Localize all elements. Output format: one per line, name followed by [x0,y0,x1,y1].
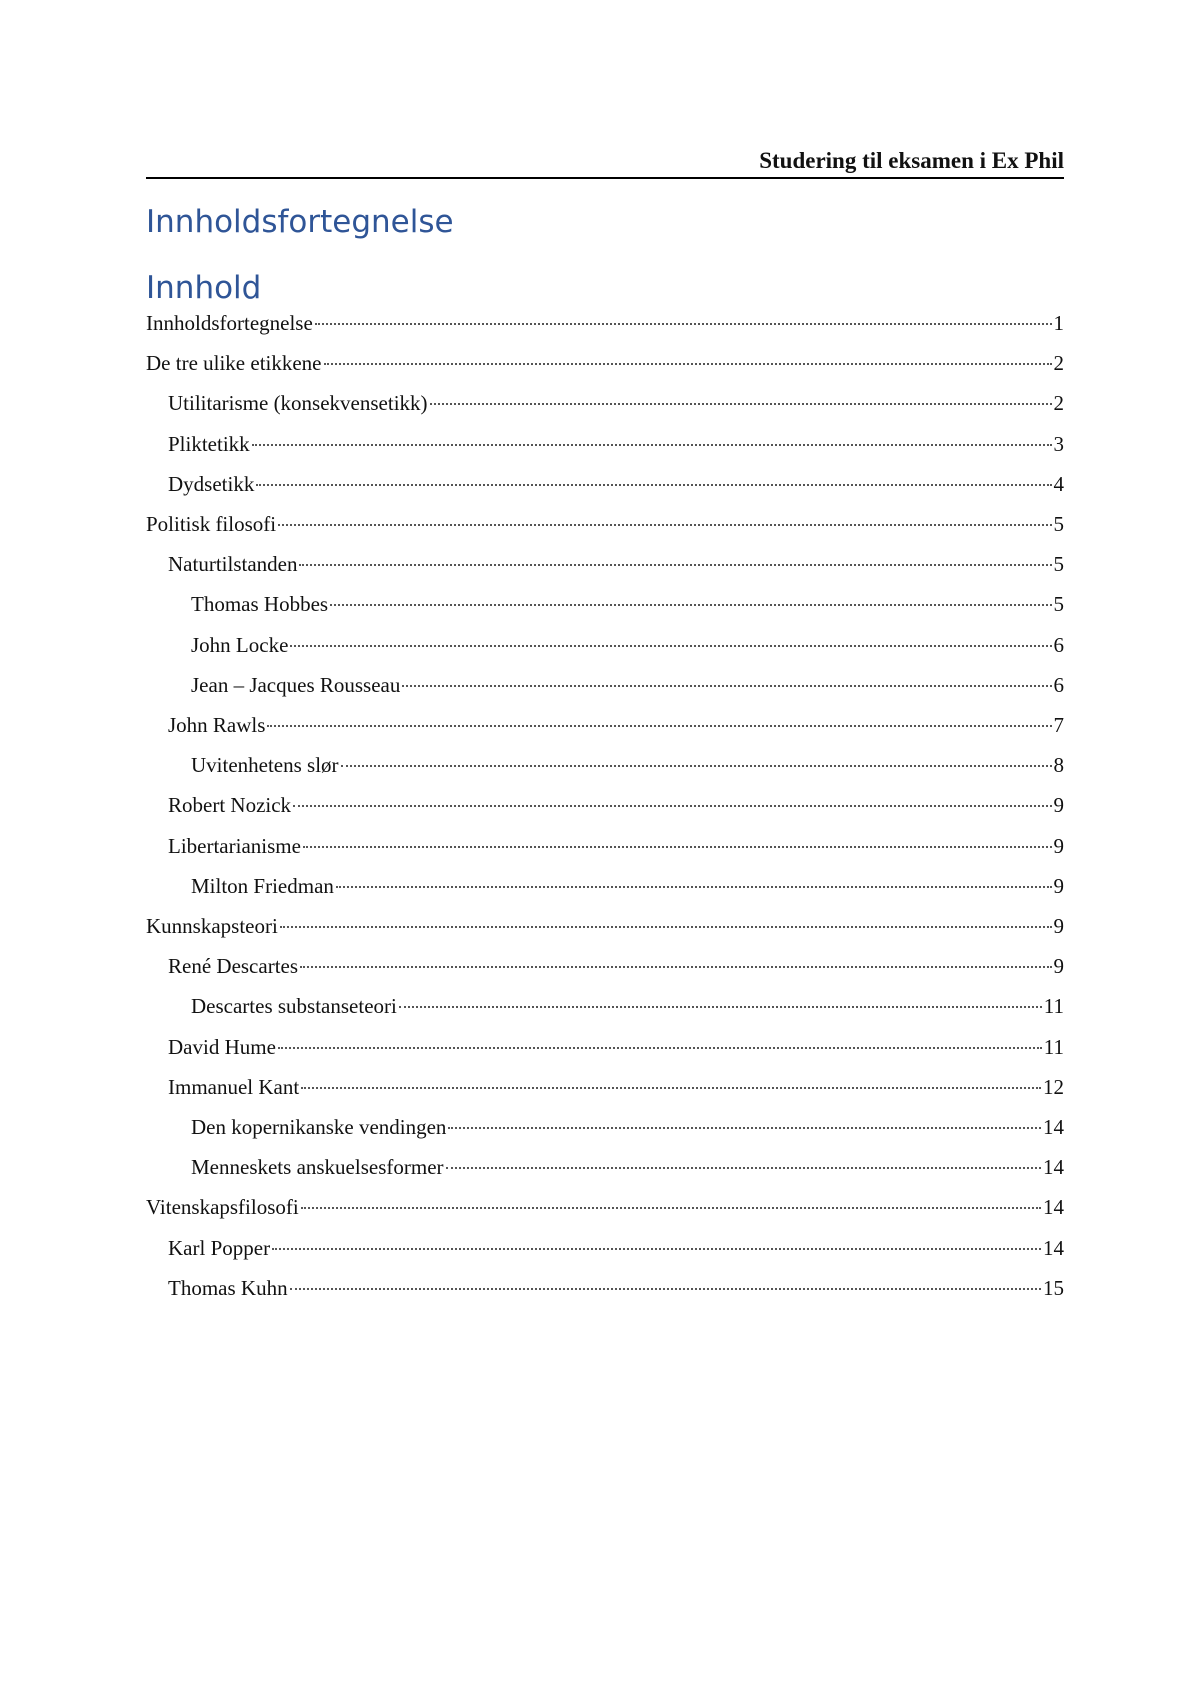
toc-entry-page-number: 5 [1053,592,1064,617]
toc-entry-title: Uvitenhetens slør [191,753,339,778]
toc-entry[interactable] [146,469,1064,499]
toc-dot-leader [278,524,1051,526]
toc-entry[interactable] [146,871,1064,901]
toc-entry[interactable] [146,991,1064,1021]
toc-entry-title: Menneskets anskuelsesformer [191,1155,444,1180]
toc-entry[interactable] [146,1112,1064,1142]
toc-entry-page-number: 14 [1043,1195,1064,1220]
toc-dot-leader [267,725,1051,727]
toc-entry-page-number: 2 [1053,351,1064,376]
toc-dot-leader [272,1248,1041,1250]
toc-entry-title: Jean – Jacques Rousseau [191,672,401,697]
toc-entry-title: Immanuel Kant [168,1074,300,1099]
toc-entry-page-number: 11 [1043,1034,1064,1059]
toc-entry-page-number: 5 [1053,512,1064,536]
toc-entry[interactable] [146,1233,1064,1263]
toc-entry-title: Robert Nozick [168,793,292,818]
toc-entry-title: Utilitarisme (konsekvensetikk) [168,391,428,416]
toc-entry-page-number: 4 [1053,471,1064,496]
toc-entry-title: Kunnskapsteori [146,914,278,938]
toc-entry-page-number: 3 [1053,431,1064,456]
toc-entry-page-number: 9 [1053,873,1064,898]
toc-entry-title: Thomas Kuhn [168,1275,288,1300]
toc-dot-leader [301,1207,1041,1209]
toc-dot-leader [252,444,1052,446]
toc-entry-page-number: 6 [1053,672,1064,697]
toc-entry-title: Milton Friedman [191,873,334,898]
toc-entry-page-number: 15 [1043,1275,1064,1300]
toc-entry[interactable] [146,429,1064,459]
toc-dot-leader [336,886,1052,888]
toc-entry-title: Vitenskapsfilosofi [146,1195,299,1220]
toc-entry[interactable] [146,509,1064,539]
toc-entry-page-number: 5 [1053,552,1064,577]
toc-dot-leader [278,1047,1042,1049]
toc-dot-leader [290,645,1051,647]
toc-entry[interactable] [146,951,1064,981]
toc-entry-title: De tre ulike etikkene [146,351,322,376]
toc-entry[interactable] [146,549,1064,579]
toc-entry[interactable] [146,790,1064,820]
toc-entry-title: Libertarianisme [168,833,301,858]
toc-entry[interactable] [146,750,1064,780]
toc-entry-page-number: 6 [1053,632,1064,657]
toc-entry-page-number: 8 [1053,753,1064,778]
toc-dot-leader [301,1087,1041,1089]
toc-entry-title: Naturtilstanden [168,552,298,577]
toc-entry[interactable] [146,308,1064,338]
page-title: Innholdsfortegnelse [146,204,454,240]
toc-dot-leader [399,1006,1042,1008]
toc-dot-leader [280,926,1052,928]
toc-entry-title: Pliktetikk [168,431,250,456]
toc-entry-title: John Rawls [168,713,266,737]
toc-entry-page-number: 14 [1043,1235,1064,1260]
toc-entry-title: Descartes substanseteori [191,994,397,1019]
toc-entry-page-number: 1 [1053,311,1064,335]
toc-entry-title: Karl Popper [168,1235,271,1260]
toc-entry[interactable] [146,710,1064,740]
toc-entry-page-number: 7 [1053,713,1064,737]
toc-entry-title: Dydsetikk [168,471,255,496]
toc-entry[interactable] [146,831,1064,861]
toc-dot-leader [299,564,1051,566]
toc-dot-leader [303,846,1052,848]
toc-entry-title: Innholdsfortegnelse [146,311,313,335]
toc-entry[interactable] [146,1032,1064,1062]
toc-dot-leader [448,1127,1041,1129]
toc-dot-leader [430,403,1052,405]
toc-dot-leader [315,323,1052,325]
toc-entry-title: Thomas Hobbes [191,592,329,617]
toc-dot-leader [293,805,1051,807]
running-header: Studering til eksamen i Ex Phil [146,146,1064,179]
toc-entry[interactable] [146,1192,1064,1222]
toc-entry[interactable] [146,589,1064,619]
toc-entry-page-number: 2 [1053,391,1064,416]
toc-dot-leader [446,1167,1041,1169]
toc-entry-title: Politisk filosofi [146,512,277,536]
toc-entry-page-number: 9 [1053,833,1064,858]
toc-entry-title: René Descartes [168,954,299,979]
toc-entry-page-number: 9 [1053,793,1064,818]
toc-entry-title: Den kopernikanske vendingen [191,1115,447,1139]
toc-entry[interactable] [146,911,1064,941]
toc-entry[interactable] [146,670,1064,700]
toc-dot-leader [300,966,1051,968]
toc-dot-leader [256,484,1051,486]
toc-dot-leader [330,604,1051,606]
toc-entry-page-number: 14 [1043,1115,1064,1139]
toc-entry-page-number: 14 [1043,1155,1064,1180]
toc-entry-page-number: 11 [1043,994,1064,1019]
toc-entry-title: David Hume [168,1034,276,1059]
toc-entry-page-number: 12 [1043,1074,1064,1099]
toc-entry-page-number: 9 [1053,914,1064,938]
toc-entry-page-number: 9 [1053,954,1064,979]
toc-dot-leader [402,685,1051,687]
toc-dot-leader [290,1288,1041,1290]
toc-entry[interactable] [146,348,1064,378]
toc-entry[interactable] [146,388,1064,418]
toc-entry[interactable] [146,1273,1064,1303]
toc-entry[interactable] [146,1072,1064,1102]
toc-dot-leader [324,363,1052,365]
toc-entry[interactable] [146,1152,1064,1182]
toc-dot-leader [341,765,1052,767]
toc-entry[interactable] [146,630,1064,660]
toc-heading: Innhold [146,270,262,306]
toc-entry-title: John Locke [191,632,289,657]
